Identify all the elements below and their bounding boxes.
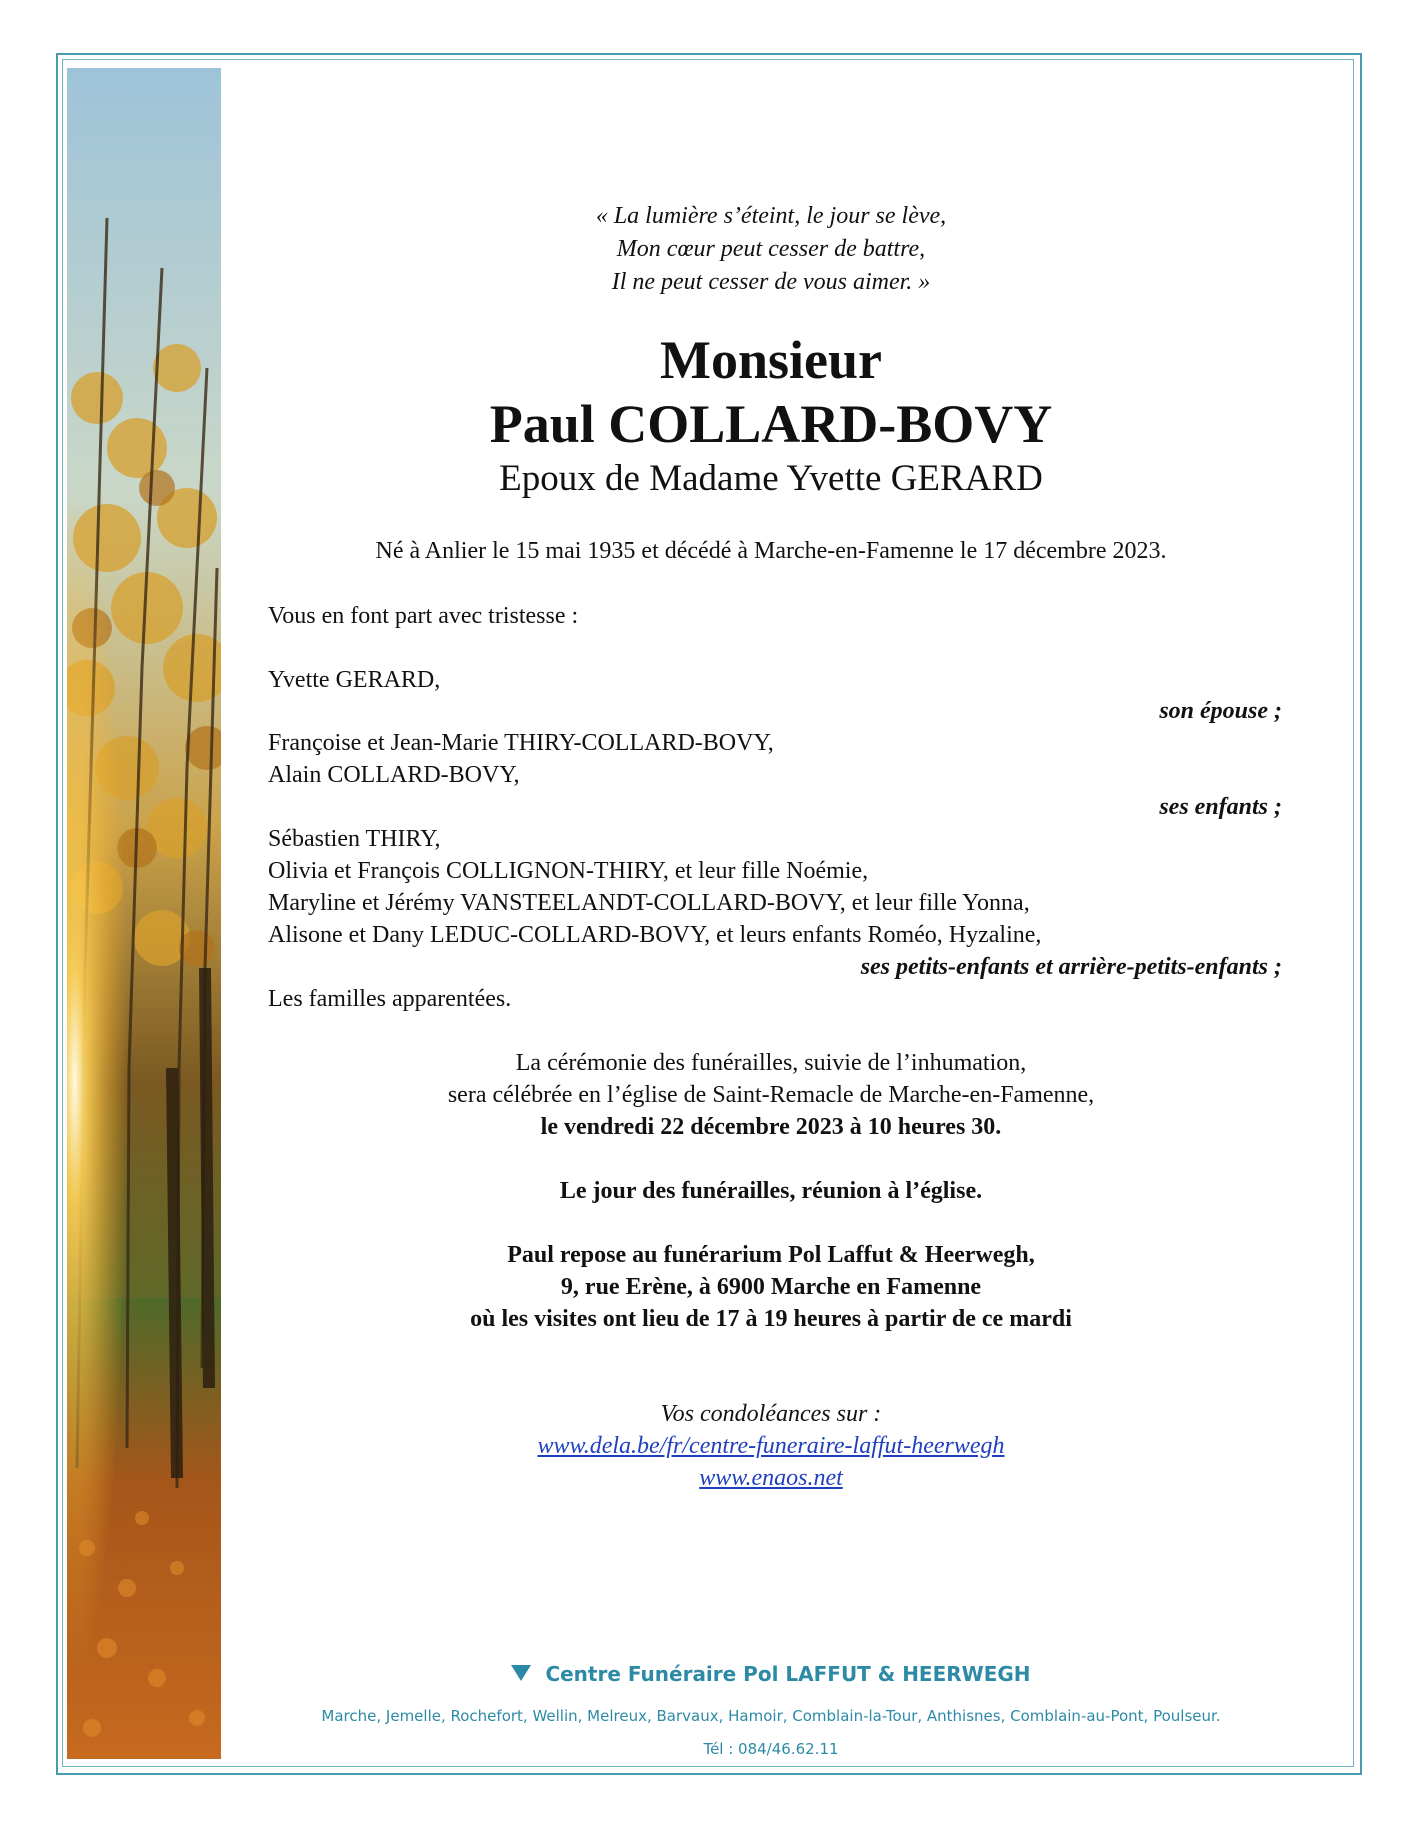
notice-content [260,0,1322,1833]
triangle-down-icon [511,1665,531,1681]
meeting-line: Le jour des funérailles, réunion à l’église. [559,1178,983,1204]
civility: Monsieur [660,330,882,390]
quote-line: Il ne peut cesser de vous aimer. » [611,269,931,295]
company-label: Centre Funéraire Pol LAFFUT & HEERWEGH [545,1662,1031,1686]
grandchildren-role: ses petits-enfants et arrière-petits-enfants ; [860,954,1282,980]
rest-line: où les visites ont lieu de 17 à 19 heures à partir de ce mardi [470,1306,1072,1332]
grandchild-entry: Sébastien THIRY, [268,826,441,852]
grandchild-entry: Olivia et François COLLIGNON-THIRY, et leur fille Noémie, [268,858,869,884]
rest-line: Paul repose au funérarium Pol Laffut & Heerwegh, [507,1242,1035,1268]
spouse-line: Epoux de Madame Yvette GERARD [499,458,1043,499]
children-role: ses enfants ; [1159,794,1282,820]
spouse-name: Yvette GERARD, [268,667,441,693]
grandchild-entry: Alisone et Dany LEDUC-COLLARD-BOVY, et leurs enfants Roméo, Hyzaline, [268,922,1042,948]
poem-quote [260,200,1282,299]
deceased-name: Paul COLLARD-BOVY [489,394,1053,454]
child-entry: Françoise et Jean-Marie THIRY-COLLARD-BOVY, [268,730,774,756]
autumn-forest-photo [67,68,221,1759]
families-line: Les familles apparentées. [268,986,512,1012]
ceremony-date: le vendredi 22 décembre 2023 à 10 heures 30. [540,1114,1002,1140]
phone-line: Tél : 084/46.62.11 [703,1740,839,1758]
rest-line: 9, rue Erène, à 6900 Marche en Famenne [560,1274,982,1300]
condolences-label: Vos condoléances sur : [660,1401,882,1427]
funeral-home-name [260,1662,1282,1686]
quote-line: Mon cœur peut cesser de battre, [616,236,926,262]
child-entry: Alain COLLARD-BOVY, [268,762,520,788]
condolences-link-enaos[interactable]: www.enaos.net [699,1465,843,1491]
announcement-intro: Vous en font part avec tristesse : [268,603,579,629]
grandchild-entry: Maryline et Jérémy VANSTEELANDT-COLLARD-BOVY, et leur fille Yonna, [268,890,1030,916]
birth-death-line: Né à Anlier le 15 mai 1935 et décédé à Marche-en-Famenne le 17 décembre 2023. [375,538,1167,564]
locations-line: Marche, Jemelle, Rochefort, Wellin, Melreux, Barvaux, Hamoir, Comblain-la-Tour, Anthisnes, Comblain-au-Pont, Poulseur. [321,1707,1221,1725]
ceremony-line: sera célébrée en l’église de Saint-Remacle de Marche-en-Famenne, [447,1082,1095,1108]
quote-line: « La lumière s’éteint, le jour se lève, [595,203,947,229]
spouse-role: son épouse ; [1159,698,1282,724]
ceremony-line: La cérémonie des funérailles, suivie de l’inhumation, [515,1050,1027,1076]
condolences-link-dela[interactable]: www.dela.be/fr/centre-funeraire-laffut-heerwegh [537,1433,1005,1459]
